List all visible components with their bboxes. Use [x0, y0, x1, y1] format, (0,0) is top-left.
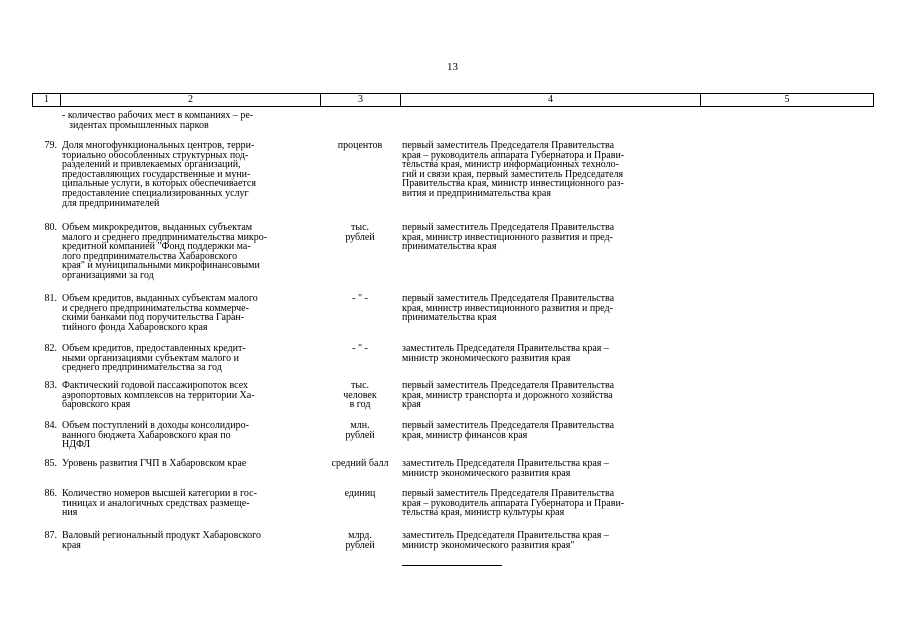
unit-line: человек [343, 389, 377, 401]
responsible-line: края – руководитель аппарата Губернатора и Прави- [402, 497, 625, 509]
unit-of-measure [320, 294, 400, 304]
indicator-name [60, 141, 320, 208]
table-row [32, 489, 700, 518]
indicator-name-line: кредитной компанией "Фонд поддержки ма- [62, 241, 251, 253]
indicator-name-line: края [62, 539, 81, 551]
indicator-name-line: ториально обособленных структурных под- [62, 149, 249, 161]
responsible-official [400, 141, 700, 199]
table-row [32, 141, 700, 208]
responsible-official [400, 489, 700, 518]
row-number: 79. [44, 140, 57, 151]
indicator-name [60, 223, 320, 281]
responsible-official [400, 294, 700, 323]
responsible-official [400, 344, 700, 363]
row-number: 82. [44, 343, 57, 354]
closing-rule [402, 565, 502, 566]
table-row [32, 531, 700, 550]
responsible-official [400, 381, 700, 410]
responsible-line: принимательства края [402, 312, 497, 324]
responsible-line: края, министр финансов края [402, 429, 528, 441]
row-number: 81. [44, 293, 57, 304]
responsible-official [400, 223, 700, 252]
table-row [32, 344, 700, 373]
unit-line: - " - [352, 343, 368, 354]
unit-of-measure [320, 141, 400, 151]
indicator-name [60, 489, 320, 518]
row-number: 87. [44, 530, 57, 541]
responsible-official [400, 421, 700, 440]
indicator-name-line: малого и среднего предпринимательства микро- [62, 231, 268, 243]
header-col-4: 4 [401, 94, 701, 107]
indicator-name-line: скими банками под поручительства Гаран- [62, 312, 245, 324]
responsible-line: министр экономического развития края" [402, 539, 575, 551]
indicator-name-line: Объем кредитов, предоставленных кредит- [62, 343, 246, 354]
unit-line: средний балл [331, 458, 389, 469]
table-row [32, 421, 700, 450]
responsible-line: края, министр инвестиционного развития и пред- [402, 231, 613, 243]
indicator-name-line: Объем кредитов, выданных субъектам малого [62, 293, 258, 304]
table-row [32, 111, 700, 130]
indicator-name-line: аэропортовых комплексов на территории Ха- [62, 389, 255, 401]
unit-of-measure [320, 531, 400, 550]
indicator-name-line: зидентах промышленных парков [69, 119, 209, 131]
indicator-name-line: организациями за год [62, 269, 154, 281]
header-col-1: 1 [33, 94, 61, 107]
unit-line: в год [349, 399, 371, 411]
responsible-line: края, министр транспорта и дорожного хозяйства [402, 389, 613, 401]
indicator-name [60, 344, 320, 373]
row-number: 86. [44, 488, 57, 499]
indicator-name-line: среднего предпринимательства за год [62, 362, 222, 374]
indicator-name-line: Доля многофункциональных центров, терри- [62, 140, 255, 151]
header-col-2: 2 [61, 94, 321, 107]
responsible-line: первый заместитель Председателя Правительства [402, 380, 615, 391]
unit-of-measure [320, 344, 400, 354]
indicator-name-line: Валовый региональный продукт Хабаровского [62, 530, 261, 541]
indicator-name-line: Количество номеров высшей категории в гос- [62, 488, 257, 499]
indicator-name-line: края" и муниципальными микрофинансовыми [62, 260, 260, 272]
header-row [33, 94, 874, 107]
responsible-official [400, 459, 700, 478]
indicator-name-line: Фактический годовой пассажиропоток всех [62, 380, 248, 391]
responsible-line: края – руководитель аппарата Губернатора и Прави- [402, 149, 625, 161]
responsible-line: тельства края, министр культуры края [402, 507, 565, 519]
indicator-name [60, 531, 320, 550]
row-number: 85. [44, 458, 57, 469]
table-row [32, 223, 700, 281]
indicator-name [60, 459, 320, 469]
indicator-name-line: ципальные услуги, в которых обеспечивается [62, 178, 256, 190]
indicator-name-line: Объем микрокредитов, выданных субъектам [62, 222, 253, 233]
indicator-name-line: - количество рабочих мест в компаниях – ре- [62, 110, 254, 121]
indicator-name [60, 421, 320, 450]
table-row [32, 381, 700, 410]
unit-line: тыс. [350, 380, 370, 391]
indicator-name-line: НДФЛ [62, 439, 90, 451]
header-col-5: 5 [701, 94, 874, 107]
indicator-name-line: разделений и привлекаемых организаций, [62, 159, 241, 171]
unit-line: млн. [350, 420, 370, 431]
unit-line: - " - [352, 293, 368, 304]
table-row [32, 294, 700, 332]
responsible-line: заместитель Председателя Правительства края – [402, 343, 609, 354]
unit-of-measure [320, 381, 400, 410]
unit-line: рублей [345, 429, 375, 441]
responsible-line: заместитель Председателя Правительства края – [402, 530, 609, 541]
indicator-name-line: предоставление специализированных услуг [62, 187, 249, 199]
unit-line: рублей [345, 539, 375, 551]
unit-of-measure [320, 459, 400, 469]
responsible-line: тельства края, министр информационных техноло- [402, 159, 619, 171]
responsible-official [400, 531, 700, 550]
table-header [32, 93, 874, 107]
indicator-name [60, 294, 320, 332]
indicator-name-line: Объем поступлений в доходы консолидиро- [62, 420, 249, 431]
responsible-line: первый заместитель Председателя Правительства [402, 488, 615, 499]
row-number: 80. [44, 222, 57, 233]
header-col-3: 3 [321, 94, 401, 107]
unit-line: рублей [345, 231, 375, 243]
responsible-line: первый заместитель Председателя Правительства [402, 140, 615, 151]
indicator-name-line: для предпринимателей [62, 197, 160, 209]
responsible-line: принимательства края [402, 241, 497, 253]
indicator-name [60, 381, 320, 410]
responsible-line: края, министр инвестиционного развития и пред- [402, 302, 613, 314]
row-number: 83. [44, 380, 57, 391]
responsible-line: первый заместитель Председателя Правительства [402, 293, 615, 304]
indicator-name-line: баровского края [62, 399, 131, 411]
unit-of-measure [320, 489, 400, 499]
indicator-name-line: ными организациями субъектам малого и [62, 352, 239, 364]
unit-of-measure [320, 421, 400, 440]
indicator-name-line: ния [62, 507, 78, 519]
indicator-name-line: тийного фонда Хабаровского края [62, 321, 208, 333]
responsible-line: министр экономического развития края [402, 467, 571, 479]
responsible-line: министр экономического развития края [402, 352, 571, 364]
indicator-name-line: лого предпринимательства Хабаровского [62, 250, 238, 262]
page-number: 13 [447, 61, 458, 73]
row-number: 84. [44, 420, 57, 431]
unit-line: тыс. [350, 222, 370, 233]
indicator-name-line: и среднего предпринимательства коммерче- [62, 302, 249, 314]
indicator-name [60, 111, 320, 130]
responsible-line: заместитель Председателя Правительства края – [402, 458, 609, 469]
responsible-line: первый заместитель Председателя Правительства [402, 420, 615, 431]
responsible-line: гий и связи края, первый заместитель Председателя [402, 168, 624, 180]
indicator-name-line: предоставляющих государственные и муни- [62, 168, 251, 180]
unit-line: единиц [344, 488, 376, 499]
responsible-line: края [402, 399, 421, 411]
indicator-name-line: ванного бюджета Хабаровского края по [62, 429, 231, 441]
unit-of-measure [320, 223, 400, 242]
indicator-name-line: тиницах и аналогичных средствах размеще- [62, 497, 250, 509]
responsible-line: Правительства края, министр инвестиционного раз- [402, 178, 624, 190]
responsible-line: первый заместитель Председателя Правительства [402, 222, 615, 233]
unit-line: процентов [337, 140, 383, 151]
indicator-name-line: Уровень развития ГЧП в Хабаровском крае [62, 458, 247, 469]
responsible-line: вития и предпринимательства края [402, 187, 551, 199]
unit-line: млрд. [348, 530, 372, 541]
table-row [32, 459, 700, 478]
